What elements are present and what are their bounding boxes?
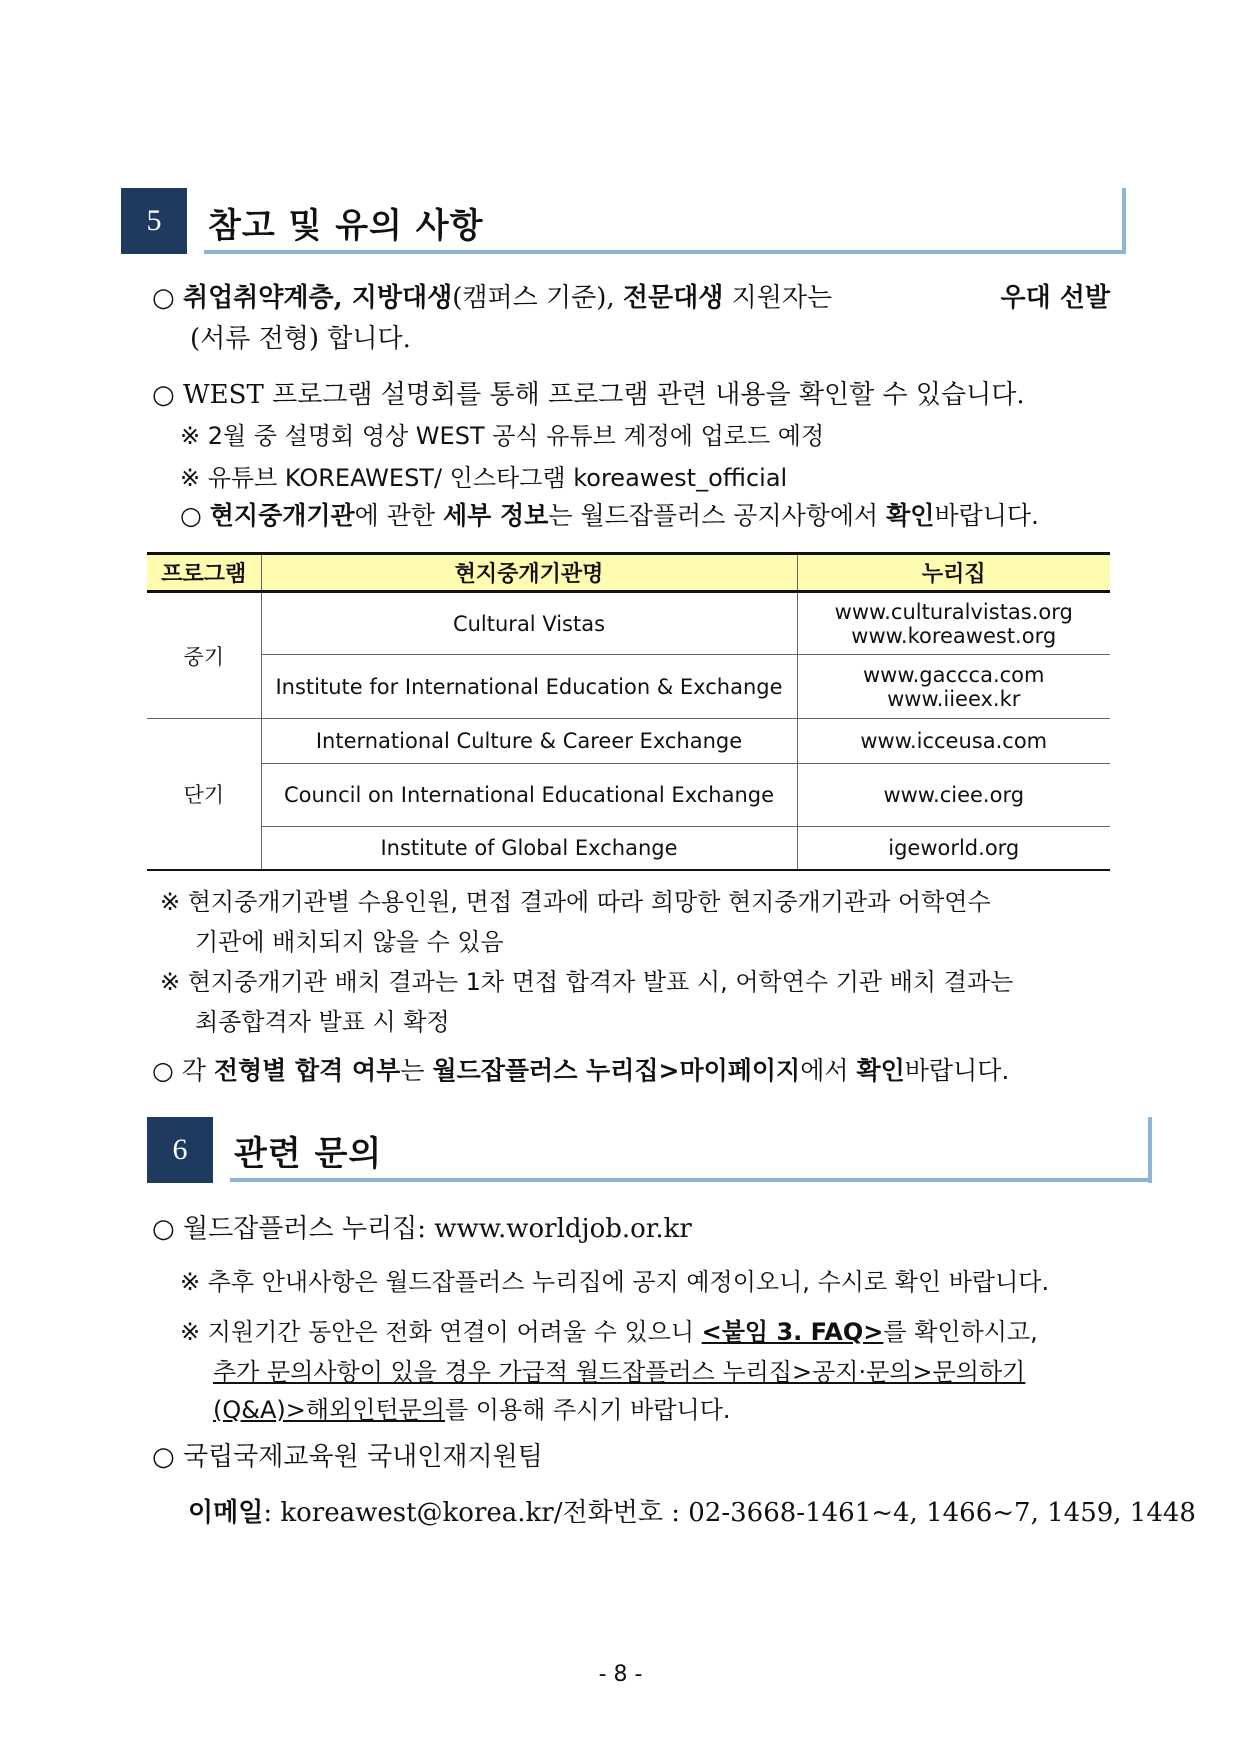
section-6-number: 6 (147, 1117, 213, 1183)
social-accounts-note: ※ 유튜브 KOREAWEST/ 인스타그램 koreawest_official (180, 464, 788, 492)
preferential-selection-text: 우대 선발 (1000, 283, 1110, 313)
preference-groups-text: 취업취약계층, 지방대생 (182, 283, 453, 313)
email-value: : koreawest@korea.kr/ (263, 1498, 563, 1528)
please-text: 바랍니다. (934, 501, 1040, 530)
website-url: www.koreawest.org (851, 623, 1057, 648)
section-5-underline (204, 250, 1126, 254)
contact-line (188, 1500, 1196, 1526)
qa-path-link[interactable]: (Q&A)>해외인턴문의 (213, 1396, 445, 1424)
email-label: 이메일 (188, 1498, 264, 1528)
worldjob-url: : www.worldjob.or.kr (417, 1214, 692, 1244)
qa-path-line2: 추가 문의사항이 있을 경우 가급적 월드잡플러스 누리집>공지·문의>문의하기 (213, 1358, 1026, 1386)
placement-note-line2: 기관에 배치되지 않을 수 있음 (195, 928, 504, 956)
campus-basis-text: (캠퍼스 기준), (452, 283, 623, 313)
agency-name: Council on International Educational Exchange (261, 764, 797, 827)
header-program: 프로그램 (147, 554, 261, 592)
agency-text: 현지중개기관 (209, 501, 355, 530)
website-url: www.iieex.kr (887, 686, 1021, 711)
phone-label: 전화번호 (562, 1498, 663, 1528)
notice-note: ※ 추후 안내사항은 월드잡플러스 누리집에 공지 예정이오니, 수시로 확인 바랍니다. (180, 1268, 1050, 1296)
section-6-title: 관련 문의 (234, 1134, 383, 1174)
phone-value: : 02-3668-1461~4, 1466~7, 1459, 1448 (662, 1498, 1196, 1528)
placement-note-text: ※ 현지중개기관별 수용인원, 면접 결과에 따라 희망한 현지중개기관과 어학연수 (160, 888, 991, 916)
check-text: 확인 (886, 501, 935, 530)
placement-note-line1 (160, 890, 1118, 914)
faq-link[interactable]: <붙임 3. FAQ> (701, 1318, 884, 1346)
agency-name: International Culture & Career Exchange (261, 719, 797, 764)
agency-info-bullet (180, 503, 1039, 528)
pass-status-text: 전형별 합격 여부 (213, 1056, 401, 1085)
qa-note-text: 를 이용해 주시기 바랍니다. (444, 1396, 731, 1424)
website-url: www.culturalvistas.org (834, 599, 1073, 624)
table-header-row (147, 554, 1110, 592)
section-6-underline (230, 1178, 1152, 1182)
worldjob-notice-text: 는 월드잡플러스 공지사항에서 (548, 501, 887, 530)
bullet-mark: ○ (180, 501, 210, 530)
page-number: - 8 - (598, 1662, 643, 1687)
at-text: 에서 (800, 1056, 857, 1085)
info-session-bullet: ○ WEST 프로그램 설명회를 통해 프로그램 관련 내용을 확인할 수 있습니다. (152, 380, 1025, 410)
section-5-title: 참고 및 유의 사항 (208, 206, 484, 246)
bullet-mark: ○ (152, 283, 183, 313)
result-note-line2: 최종합격자 발표 시 확정 (195, 1008, 450, 1036)
please-text: 바랍니다. (904, 1056, 1010, 1085)
college-students-text: 전문대생 (622, 283, 724, 313)
agency-name: Cultural Vistas (261, 592, 797, 655)
header-agency: 현지중개기관명 (261, 554, 797, 592)
check-text: 확인 (856, 1056, 905, 1085)
table-row (147, 655, 1110, 719)
table-row (147, 719, 1110, 764)
result-note-line1: ※ 현지중개기관 배치 결과는 1차 면접 합격자 발표 시, 어학연수 기관 배치 결과는 (160, 968, 1014, 996)
section-5-number: 5 (121, 188, 187, 254)
youtube-upload-note: ※ 2월 중 설명회 영상 WEST 공식 유튜브 계정에 업로드 예정 (180, 422, 825, 450)
program-short-term: 단기 (147, 719, 261, 870)
faq-note-line1 (180, 1320, 1038, 1344)
agency-website: www.ciee.org (797, 764, 1110, 827)
mypage-path-text: 월드잡플러스 누리집>마이페이지 (432, 1056, 801, 1085)
header-website: 누리집 (797, 554, 1110, 592)
worldjob-website-bullet (152, 1216, 692, 1242)
agency-website (797, 592, 1110, 655)
preference-bullet-line1 (152, 285, 1110, 311)
table-row (147, 592, 1110, 655)
bullet-mark: ○ 각 (152, 1056, 214, 1085)
section-6-right-rule (1148, 1117, 1152, 1183)
agency-website: igeworld.org (797, 827, 1110, 870)
agency-website: www.icceusa.com (797, 719, 1110, 764)
results-check-bullet (152, 1058, 1009, 1083)
detail-info-text: 세부 정보 (443, 501, 549, 530)
website-url: www.gaccca.com (862, 662, 1045, 687)
faq-note-text: ※ 지원기간 동안은 전화 연결이 어려울 수 있으니 (180, 1318, 702, 1346)
preference-bullet-line2: (서류 전형) 합니다. (190, 324, 411, 354)
nied-team-bullet: ○ 국립국제교육원 국내인재지원팀 (152, 1442, 543, 1472)
faq-note-text: 를 확인하시고, (883, 1318, 1038, 1346)
particle-text: 는 (400, 1056, 433, 1085)
about-text: 에 관한 (354, 501, 444, 530)
program-mid-term: 중기 (147, 592, 261, 719)
table-row (147, 764, 1110, 827)
agency-table (147, 552, 1110, 871)
applicants-text: 지원자는 (723, 283, 833, 313)
qa-path-line3 (213, 1398, 731, 1422)
section-5-right-rule (1122, 188, 1126, 254)
agency-website (797, 655, 1110, 719)
table-row (147, 827, 1110, 870)
worldjob-label: ○ 월드잡플러스 누리집 (152, 1214, 418, 1244)
agency-name: Institute for International Education & Exchange (261, 655, 797, 719)
agency-name: Institute of Global Exchange (261, 827, 797, 870)
